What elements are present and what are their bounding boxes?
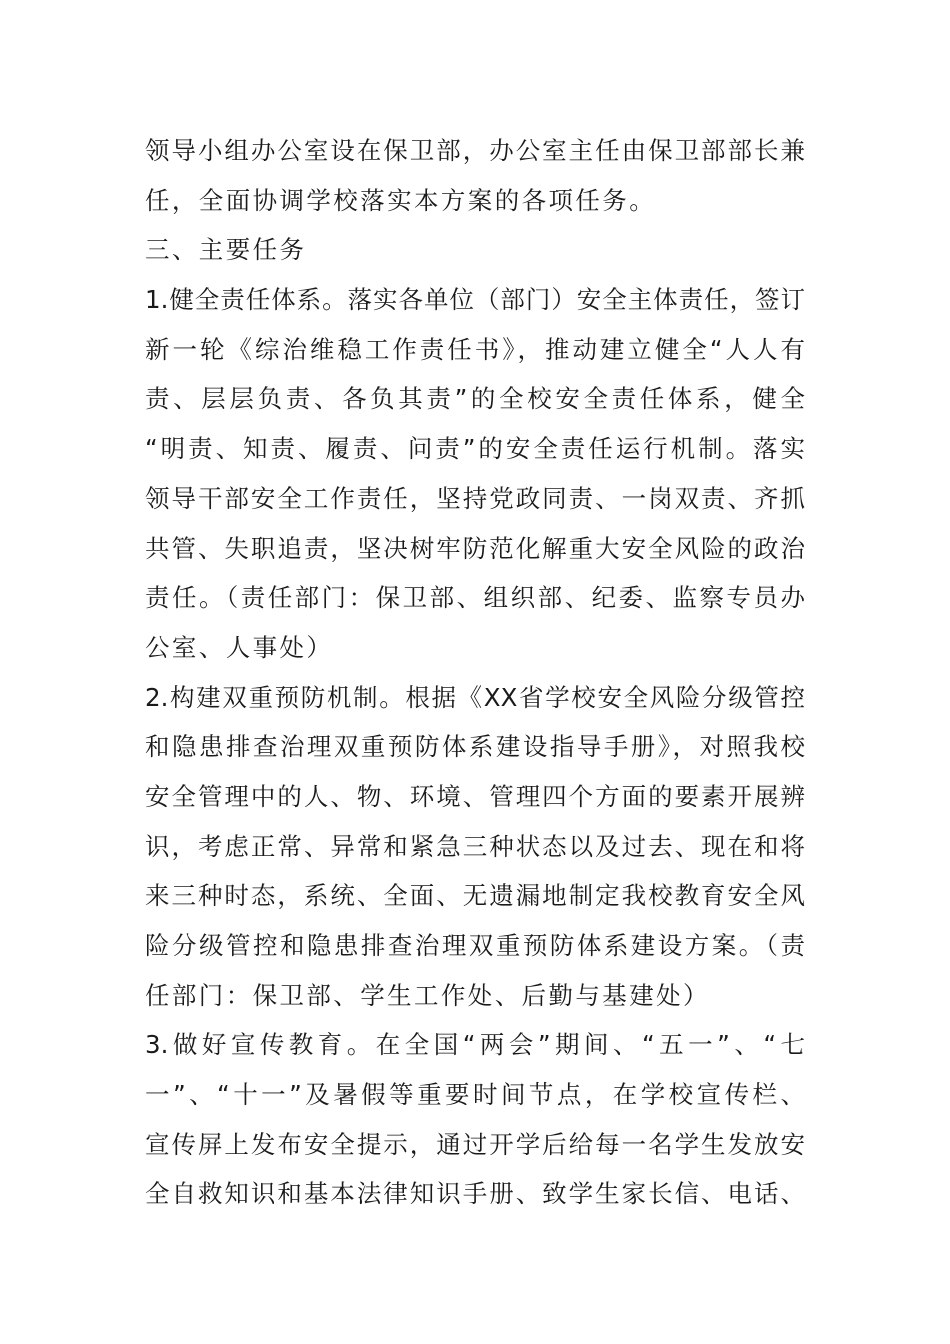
text-line: 任，全面协调学校落实本方案的各项任务。: [145, 185, 657, 215]
text-line: 来三种时态，系统、全面、无遗漏地制定我校教育安全风: [145, 881, 805, 911]
text-line: 安全管理中的人、物、环境、管理四个方面的要素开展辨: [145, 781, 805, 811]
text-line: 新一轮《综治维稳工作责任书》，推动建立健全“人人有: [145, 334, 805, 364]
text-line: 识，考虑正常、异常和紧急三种状态以及过去、现在和将: [145, 831, 805, 861]
text-line: 领导干部安全工作责任，坚持党政同责、一岗双责、齐抓: [145, 483, 805, 513]
document-body: [145, 126, 805, 1219]
text-line: 1.健全责任体系。落实各单位（部门）安全主体责任，签订: [145, 285, 805, 315]
section-heading: 三、主要任务: [145, 235, 307, 265]
text-line: 责任。（责任部门：保卫部、组织部、纪委、监察专员办: [145, 583, 805, 613]
text-line: 险分级管控和隐患排查治理双重预防体系建设方案。（责: [145, 931, 805, 960]
text-line: 任部门：保卫部、学生工作处、后勤与基建处）: [145, 980, 710, 1010]
text-line: 领导小组办公室设在保卫部，办公室主任由保卫部部长兼: [145, 136, 805, 165]
text-line: 宣传屏上发布安全提示，通过开学后给每一名学生发放安: [145, 1129, 805, 1159]
text-line: “明责、知责、履责、问责”的安全责任运行机制。落实: [145, 434, 805, 464]
text-line: 公室、人事处）: [145, 632, 334, 662]
text-line: 3.做好宣传教育。在全国“两会”期间、“五一”、“七: [145, 1030, 805, 1060]
text-line: 责、层层负责、各负其责”的全校安全责任体系，健全: [145, 384, 805, 414]
text-line: 2.构建双重预防机制。根据《XX省学校安全风险分级管控: [145, 682, 805, 712]
text-line: 和隐患排查治理双重预防体系建设指导手册》，对照我校: [145, 732, 805, 762]
text-line: 共管、失职追责，坚决树牢防范化解重大安全风险的政治: [145, 533, 805, 563]
text-line: 全自救知识和基本法律知识手册、致学生家长信、电话、: [145, 1179, 805, 1209]
text-line: 一”、“十一”及暑假等重要时间节点，在学校宣传栏、: [145, 1080, 805, 1110]
